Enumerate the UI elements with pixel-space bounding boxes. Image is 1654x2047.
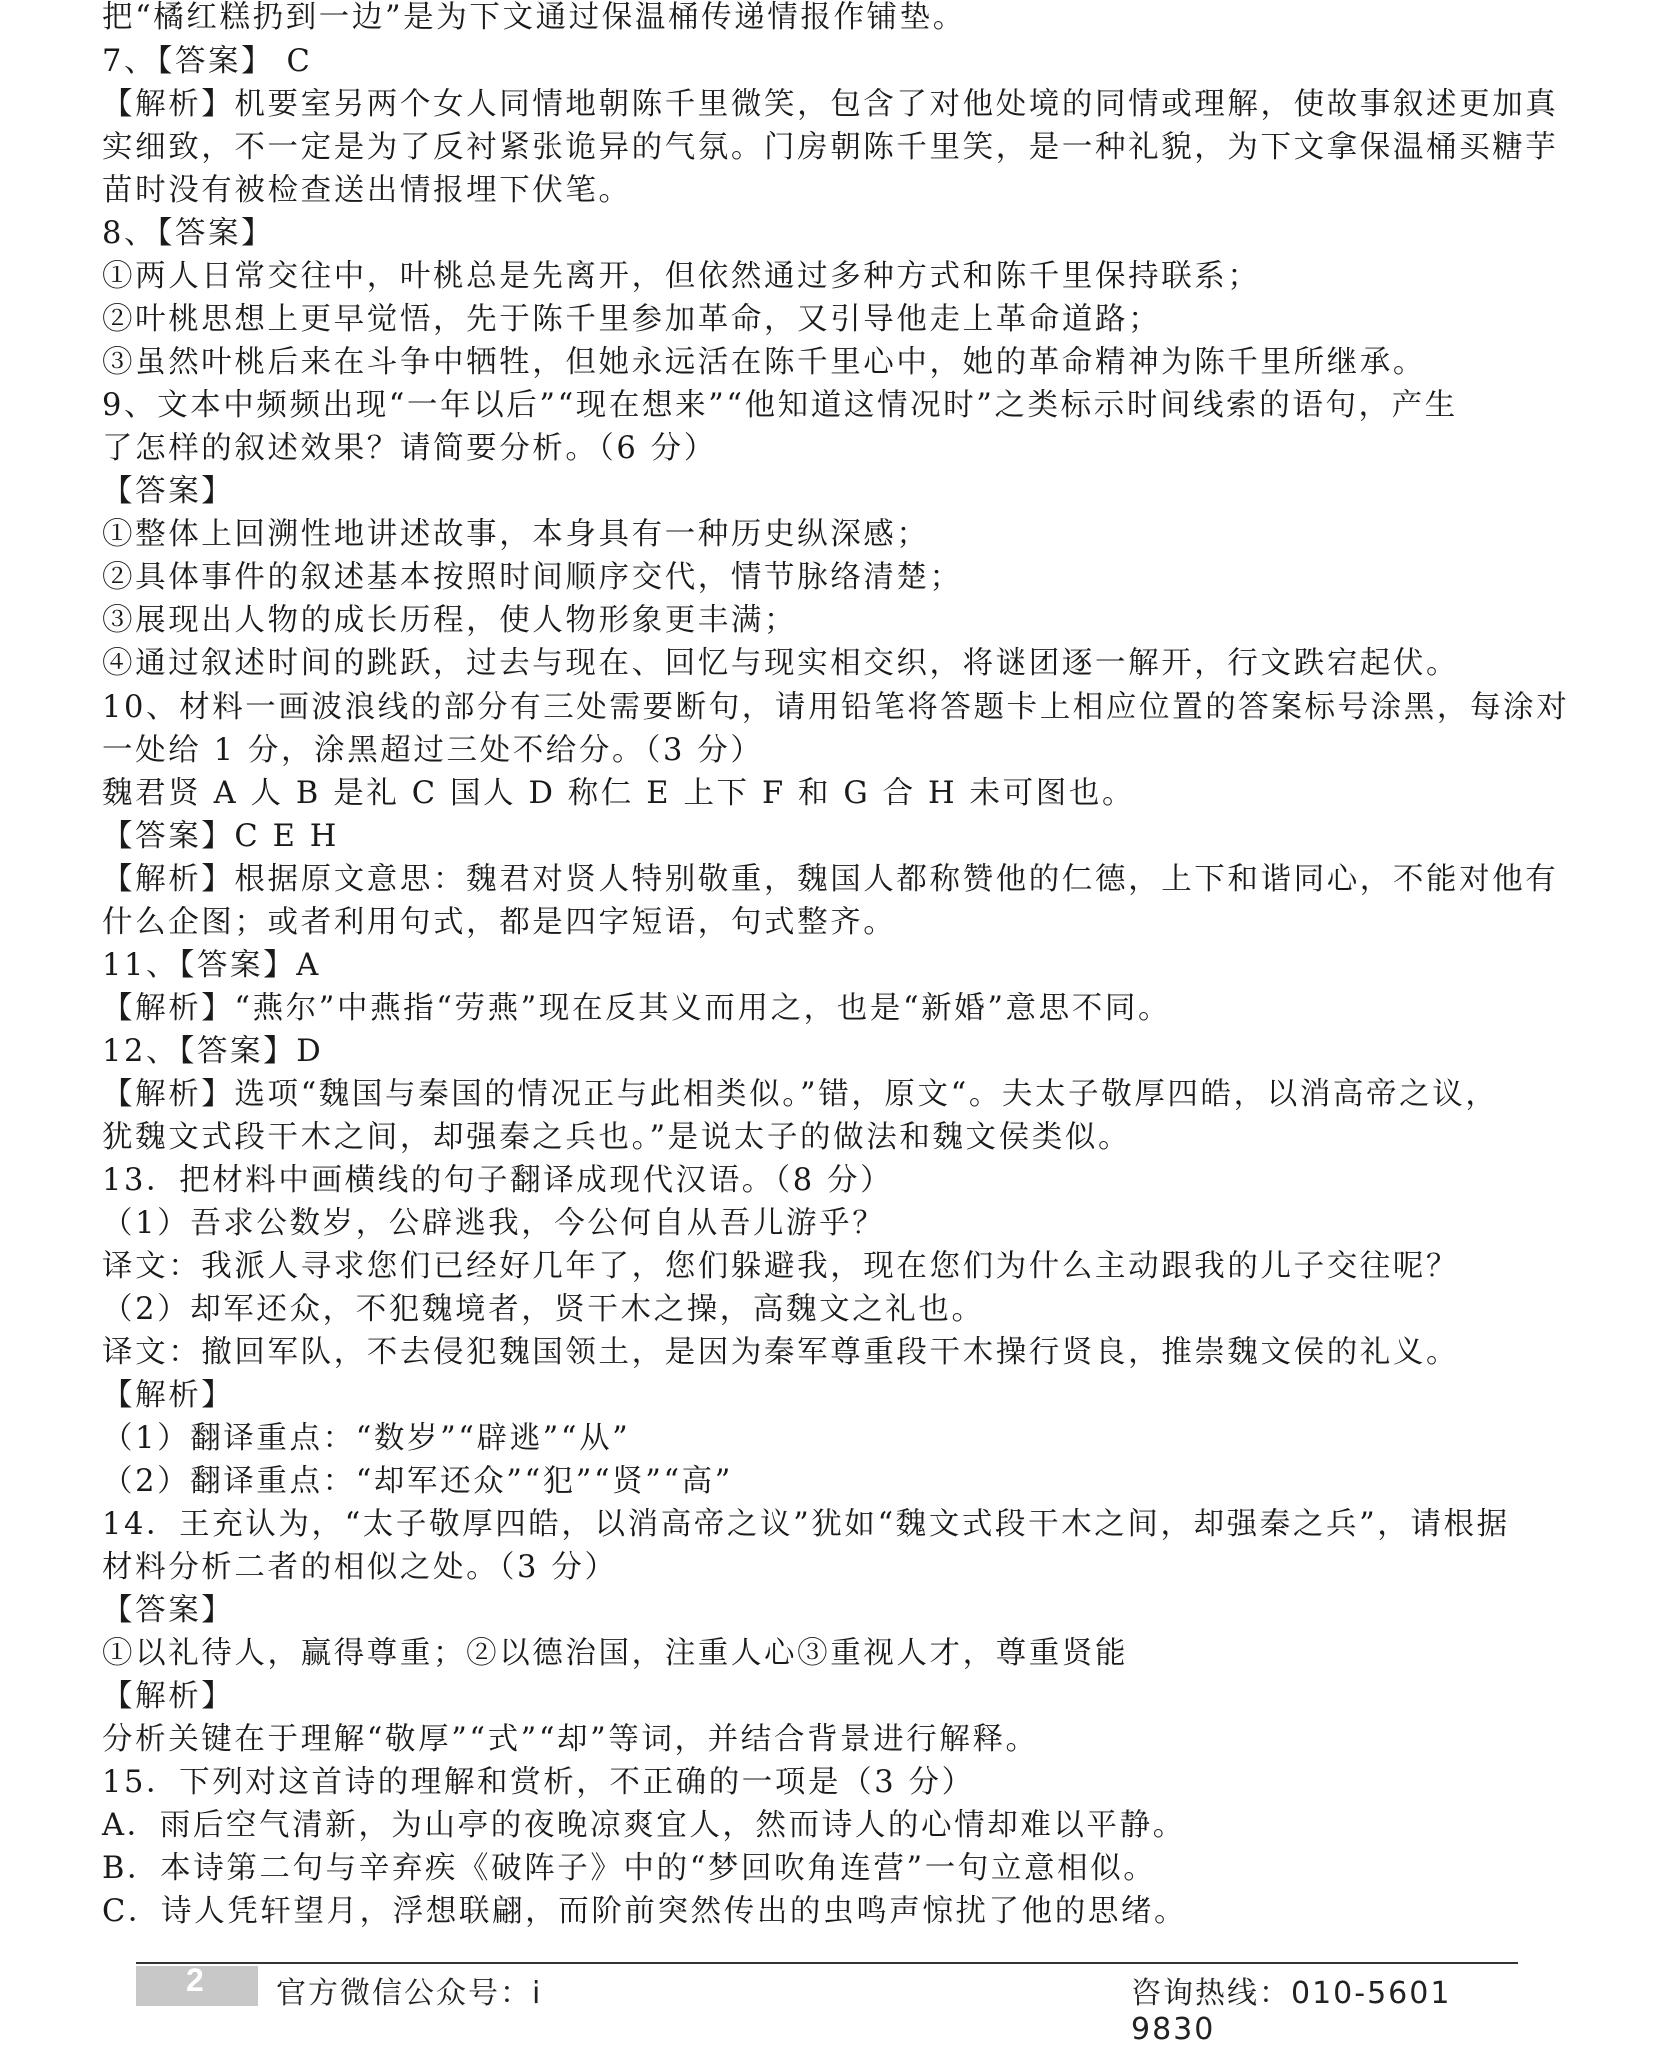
text-line: 魏君贤 A 人 B 是礼 C 国人 D 称仁 E 上下 F 和 G 合 H 未可图也。 <box>102 776 1136 811</box>
text-line: 材料分析二者的相似之处。（3 分） <box>102 1550 618 1585</box>
question-11-answer: 11、【答案】A <box>102 948 321 983</box>
text-line: 【解析】“燕尔”中燕指“劳燕”现在反其义而用之，也是“新婚”意思不同。 <box>102 991 1172 1026</box>
page-number: 2 <box>186 1962 204 1998</box>
footer-wechat-text: 官方微信公众号：i <box>276 1976 543 2011</box>
text-line: （2）翻译重点：“却军还众”“犯”“贤”“高” <box>102 1464 733 1499</box>
answer-heading: 【答案】 <box>102 1593 235 1628</box>
question-13: 13．把材料中画横线的句子翻译成现代汉语。（8 分） <box>102 1163 894 1198</box>
text-line: ④通过叙述时间的跳跃，过去与现在、回忆与现实相交织，将谜团逐一解开，行文跌宕起伏。 <box>102 646 1460 681</box>
option-c: C．诗人凭轩望月，浮想联翩，而阶前突然传出的虫鸣声惊扰了他的思绪。 <box>102 1894 1188 1929</box>
option-a: A．雨后空气清新，为山亭的夜晚凉爽宜人，然而诗人的心情却难以平静。 <box>102 1808 1186 1843</box>
text-line: 苗时没有被检查送出情报埋下伏笔。 <box>102 173 632 208</box>
footer-divider <box>136 1962 1518 1964</box>
text-line: ②具体事件的叙述基本按照时间顺序交代，情节脉络清楚； <box>102 560 963 595</box>
question-10: 10、材料一画波浪线的部分有三处需要断句，请用铅笔将答题卡上相应位置的答案标号涂黑，每涂对 <box>102 690 1570 725</box>
text-line: 什么企图；或者利用句式，都是四字短语，句式整齐。 <box>102 905 897 940</box>
answer-heading: 【答案】 <box>102 474 235 509</box>
question-9: 9、文本中频频出现“一年以后”“现在想来”“他知道这情况时”之类标示时间线索的语句，产生 <box>102 388 1458 423</box>
text-line: 分析关键在于理解“敬厚”“式”“却”等词，并结合背景进行解释。 <box>102 1722 1039 1757</box>
question-10-answer: 【答案】C E H <box>102 819 339 854</box>
page-footer <box>136 1962 1518 2047</box>
text-line: ②叶桃思想上更早觉悟，先于陈千里参加革命，又引导他走上革命道路； <box>102 302 1162 337</box>
text-line: ③展现出人物的成长历程，使人物形象更丰满； <box>102 603 798 638</box>
text-line: ①整体上回溯性地讲述故事，本身具有一种历史纵深感； <box>102 517 930 552</box>
text-line: 犹魏文式段干木之间，却强秦之兵也。”是说太子的做法和魏文侯类似。 <box>102 1120 1132 1155</box>
text-line: 【解析】机要室另两个女人同情地朝陈千里微笑，包含了对他处境的同情或理解，使故事叙述更加真 <box>102 87 1559 122</box>
text-line: （2）却军还众，不犯魏境者，贤干木之操，高魏文之礼也。 <box>102 1292 985 1327</box>
text-line: 实细致，不一定是为了反衬紧张诡异的气氛。门房朝陈千里笑，是一种礼貌，为下文拿保温桶买糖芋 <box>102 130 1559 165</box>
analysis-heading: 【解析】 <box>102 1378 235 1413</box>
text-line: 【解析】根据原文意思：魏君对贤人特别敬重，魏国人都称赞他的仁德，上下和谐同心，不能对他有 <box>102 862 1559 897</box>
text-line: （1）翻译重点：“数岁”“辟逃”“从” <box>102 1421 631 1456</box>
analysis-heading: 【解析】 <box>102 1679 235 1714</box>
text-line: （1）吾求公数岁，公辟逃我，今公何自从吾儿游乎？ <box>102 1206 886 1241</box>
option-b: B．本诗第二句与辛弃疾《破阵子》中的“梦回吹角连营”一句立意相似。 <box>102 1851 1157 1886</box>
text-line: ③虽然叶桃后来在斗争中牺牲，但她永远活在陈千里心中，她的革命精神为陈千里所继承。 <box>102 345 1426 380</box>
text-line: 译文：撤回军队，不去侵犯魏国领土，是因为秦军尊重段干木操行贤良，推崇魏文侯的礼义。 <box>102 1335 1460 1370</box>
text-line: 把“橘红糕扔到一边”是为下文通过保温桶传递情报作铺垫。 <box>102 0 966 35</box>
question-15: 15．下列对这首诗的理解和赏析，不正确的一项是（3 分） <box>102 1765 975 1800</box>
question-12-answer: 12、【答案】D <box>102 1034 324 1069</box>
text-line: 【解析】选项“魏国与秦国的情况正与此相类似。”错，原文“。夫太子敬厚四皓，以消高帝之议， <box>102 1077 1499 1112</box>
text-line: ①两人日常交往中，叶桃总是先离开，但依然通过多种方式和陈千里保持联系； <box>102 259 1261 294</box>
text-line: 译文：我派人寻求您们已经好几年了，您们躲避我，现在您们为什么主动跟我的儿子交往呢？ <box>102 1249 1460 1284</box>
question-8-answer: 8、【答案】 <box>102 216 275 251</box>
footer-hotline-text: 咨询热线：010-5601 9830 <box>1131 1976 1452 2047</box>
question-7-answer: 7、【答案】 C <box>102 44 313 79</box>
text-line: 一处给 1 分，涂黑超过三处不给分。（3 分） <box>102 733 764 768</box>
question-14: 14．王充认为，“太子敬厚四皓，以消高帝之议”犹如“魏文式段干木之间，却强秦之兵”，请根据 <box>102 1507 1510 1542</box>
page-number-box <box>136 1962 258 2006</box>
text-line: ①以礼待人，赢得尊重；②以德治国，注重人心③重视人才，尊重贤能 <box>102 1636 1129 1671</box>
text-line: 了怎样的叙述效果？请简要分析。（6 分） <box>102 431 717 466</box>
